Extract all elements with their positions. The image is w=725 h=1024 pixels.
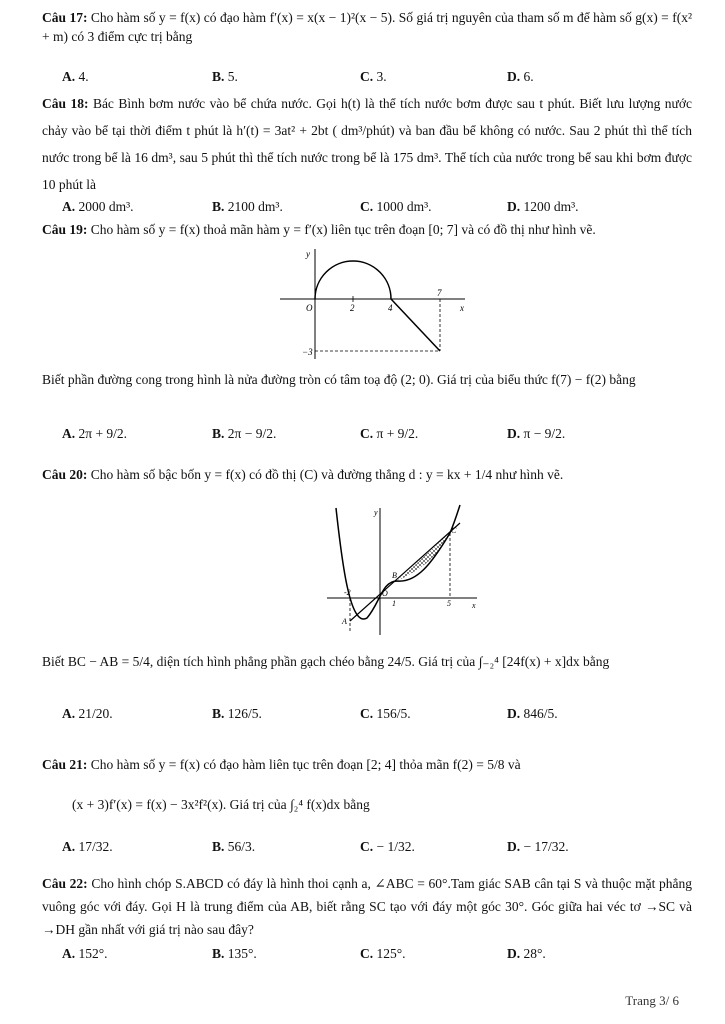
question-20-text-2: Biết BC − AB = 5/4, diện tích hình phẳng phần gạch chéo bằng 24/5. Giá trị của ∫₋₂⁴ [24f(x) + x]dx bằng — [42, 654, 610, 669]
question-21-text-2: (x + 3)f′(x) = f(x) − 3x²f²(x). Giá trị của ∫₂⁴ f(x)dx bằng — [72, 797, 370, 812]
option-d[interactable]: D. 28°. — [507, 946, 546, 961]
option-a[interactable]: A. 21/20. — [62, 706, 113, 721]
question-21-text: Câu 21: Cho hàm số y = f(x) có đạo hàm liên tục trên đoạn [2; 4] thỏa mãn f(2) = 5/8 và — [42, 757, 521, 772]
option-c[interactable]: C. 156/5. — [360, 706, 411, 721]
question-18-options — [62, 198, 682, 216]
derivative-graph — [270, 244, 470, 364]
tick-label-minus2: -2 — [344, 588, 351, 597]
option-b[interactable]: B. 126/5. — [212, 706, 262, 721]
option-c[interactable]: C. − 1/32. — [360, 839, 415, 854]
option-d[interactable]: D. π − 9/2. — [507, 426, 566, 441]
option-d[interactable]: D. 6. — [507, 69, 534, 84]
question-20-options — [62, 705, 682, 723]
option-d[interactable]: D. − 17/32. — [507, 839, 569, 854]
option-a[interactable]: A. 17/32. — [62, 839, 113, 854]
question-22-options — [62, 945, 682, 963]
option-c[interactable]: C. 3. — [360, 69, 387, 84]
page-number: Trang 3/ 6 — [625, 993, 679, 1008]
option-c[interactable]: C. π + 9/2. — [360, 426, 419, 441]
question-22-label: Câu 22: — [42, 876, 88, 891]
question-17-label: Câu 17: — [42, 10, 88, 25]
quartic-graph — [322, 503, 482, 638]
option-b[interactable]: B. 2π − 9/2. — [212, 426, 277, 441]
option-b[interactable]: B. 2100 dm³. — [212, 199, 283, 214]
question-20-label: Câu 20: — [42, 467, 88, 482]
option-c[interactable]: C. 1000 dm³. — [360, 199, 432, 214]
origin-label: O — [382, 589, 388, 598]
option-a[interactable]: A. 2000 dm³. — [62, 199, 134, 214]
question-17-text: Câu 17: Cho hàm số y = f(x) có đạo hàm f′(x) = x(x − 1)²(x − 5). Số giá trị nguyên của tham số m để hàm số g(x) = f(x² + m) có 3 điểm cực trị bằng — [42, 10, 692, 44]
hatched-region — [397, 533, 450, 581]
x-label: x — [472, 601, 476, 610]
option-d[interactable]: D. 1200 dm³. — [507, 199, 579, 214]
line-segment — [391, 299, 440, 351]
tick-label-5: 5 — [447, 599, 451, 608]
x-label: x — [460, 303, 464, 313]
tick-label-4: 4 — [388, 303, 393, 313]
y-label: y — [306, 249, 310, 259]
semicircle-curve — [315, 261, 391, 299]
option-b[interactable]: B. 56/3. — [212, 839, 256, 854]
question-18-label: Câu 18: — [42, 96, 89, 111]
option-b[interactable]: B. 135°. — [212, 946, 257, 961]
option-d[interactable]: D. 846/5. — [507, 706, 558, 721]
question-19-options — [62, 425, 682, 443]
tick-label-7: 7 — [437, 288, 442, 298]
line-d — [350, 523, 460, 621]
question-22-text: Câu 22: Cho hình chóp S.ABCD có đáy là hình thoi cạnh a, ∠ABC = 60°.Tam giác SAB cân tại S và thuộc mặt phẳng vuông góc với đáy. Gọi H là trung điểm của AB, biết rằng SC tạo với đáy một góc 30°. Góc giữa hai véc tơ →SC và →DH gần nhất với giá trị nào sau đây? — [42, 876, 693, 937]
question-21-options — [62, 838, 682, 856]
point-a-label: A — [342, 617, 347, 626]
origin-label: O — [306, 303, 313, 313]
option-c[interactable]: C. 125°. — [360, 946, 406, 961]
question-19-text: Câu 19: Cho hàm số y = f(x) thoả mãn hàm y = f′(x) liên tục trên đoạn [0; 7] và có đồ thị như hình vẽ. — [42, 222, 596, 237]
point-c-label: C — [451, 526, 457, 535]
question-19-text-2: Biết phần đường cong trong hình là nửa đường tròn có tâm toạ độ (2; 0). Giá trị của biểu thức f(7) − f(2) bằng — [42, 372, 636, 387]
question-18-text: Câu 18: Bác Bình bơm nước vào bể chứa nước. Gọi h(t) là thể tích nước bơm được sau t phút. Biết lưu lượng nước chảy vào bể tại thời điểm t phút là h′(t) = 3at² + 2bt ( dm³/phút) và ban đầu bể không có nước. Sau 2 phút thì thể tích nước trong bể là 16 dm³, sau 5 phút thì thể tích nước trong bể là 175 dm³. Thể tích của nước trong bể sau khi bơm được 10 phút là — [42, 96, 692, 192]
quartic-curve — [336, 505, 460, 619]
question-19-label: Câu 19: — [42, 222, 88, 237]
option-a[interactable]: A. 2π + 9/2. — [62, 426, 128, 441]
question-17-options — [62, 68, 682, 86]
tick-label-2: 2 — [350, 303, 355, 313]
question-21-label: Câu 21: — [42, 757, 88, 772]
option-a[interactable]: A. 152°. — [62, 946, 108, 961]
tick-label-minus3: −3 — [302, 347, 313, 357]
tick-label-1: 1 — [392, 599, 396, 608]
question-20-text: Câu 20: Cho hàm số bậc bốn y = f(x) có đồ thị (C) và đường thẳng d : y = kx + 1/4 như hình vẽ. — [42, 467, 564, 482]
option-b[interactable]: B. 5. — [212, 69, 238, 84]
point-b-label: B — [392, 571, 397, 580]
option-a[interactable]: A. 4. — [62, 69, 89, 84]
y-label: y — [374, 508, 378, 517]
